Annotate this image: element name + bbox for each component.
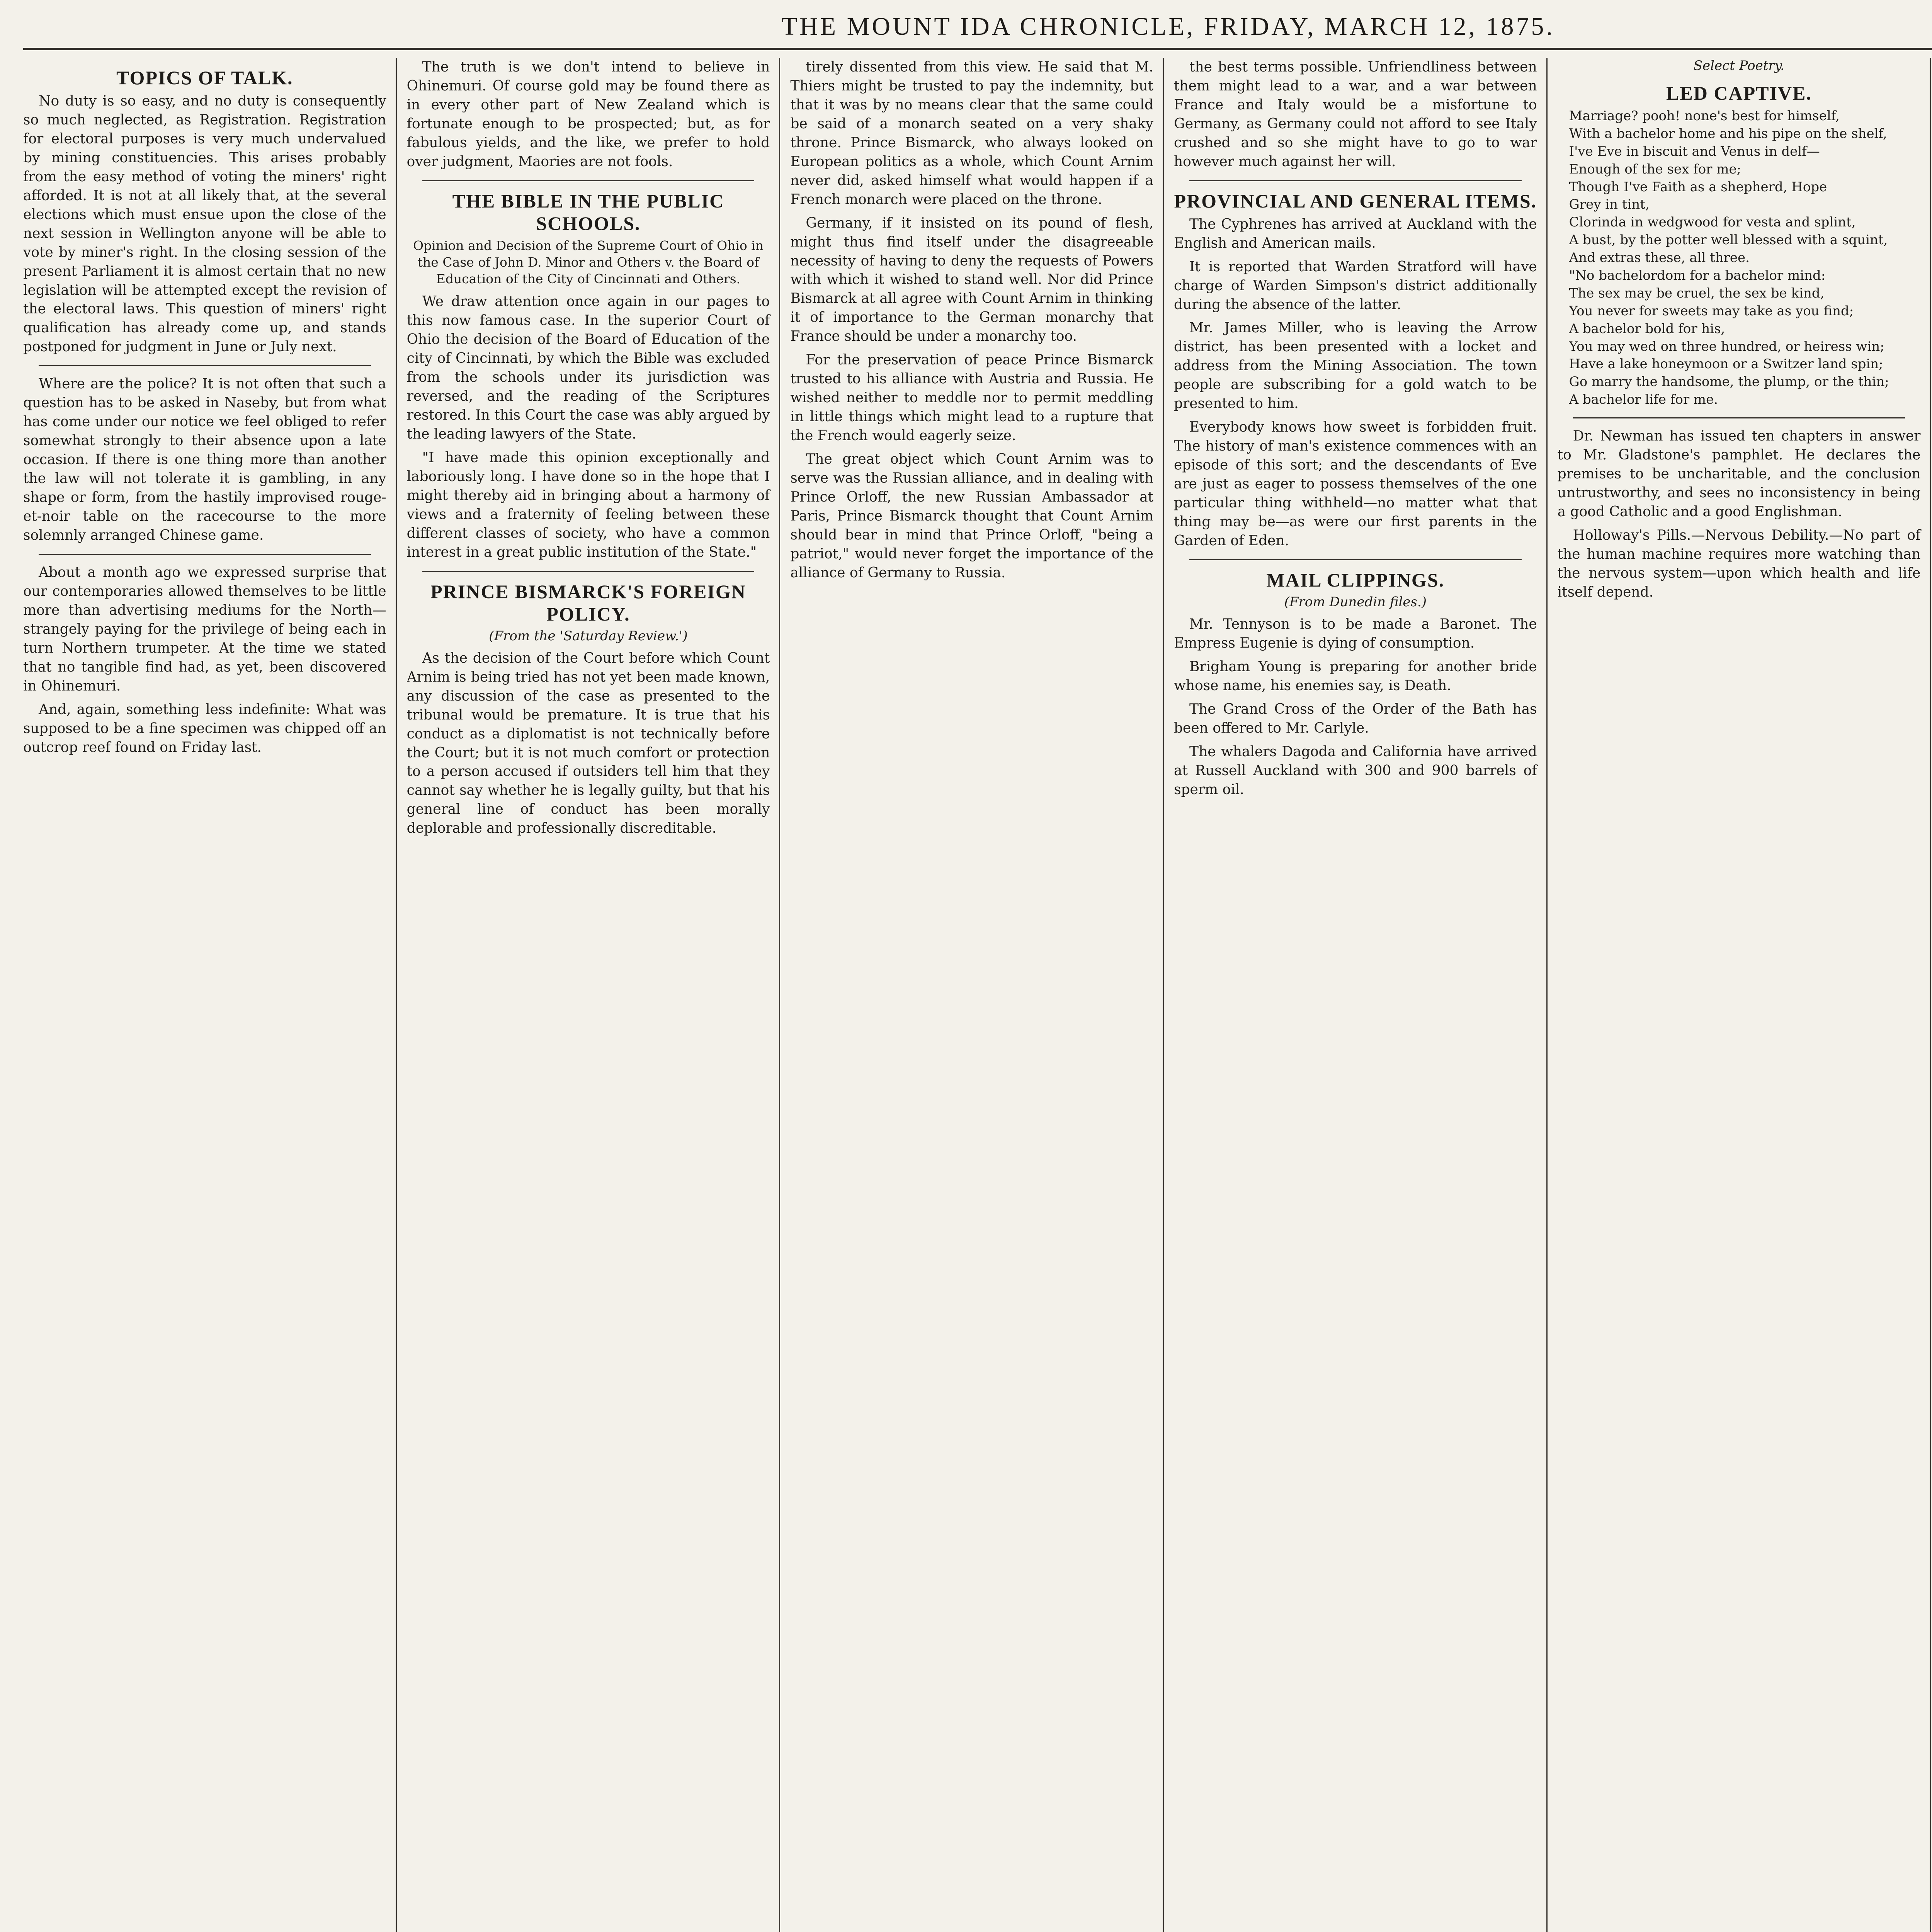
poem-line: I've Eve in biscuit and Venus in delf— — [1569, 143, 1820, 159]
poem-line: Marriage? pooh! none's best for himself, — [1569, 108, 1840, 124]
article-paragraph: tirely dissented from this view. He said that M. Thiers might be trusted to pay the indemnity, but that it was by no means clear that the same could be said of a monarch seated on a very shaky throne. Prince Bismarck, who always looked on European politics as a whole, which Count Arnim never did, asked himself what would happen if a French monarch were placed on the throne. — [790, 59, 1153, 207]
article-paragraph: About a month ago we expressed surprise that our contemporaries allowed themselves to be little more than advertising mediums for the North—strangely paying for the privilege of being each in turn Northern trumpeter. At the time we stated that no tangible find had, as yet, been discovered in Ohinemuri. — [23, 564, 386, 694]
poem-line: The sex may be cruel, the sex be kind, — [1569, 285, 1825, 301]
poem-line: You never for sweets may take as you find; — [1569, 303, 1854, 319]
poem-line: Though I've Faith as a shepherd, Hope — [1569, 179, 1827, 195]
divider — [1189, 559, 1522, 560]
article-paragraph: We draw attention once again in our pages to this now famous case. In the superior Court of Ohio the decision of the Board of Education of the city of Cincinnati, by which the Bible was excluded from the schools under its jurisdiction was reversed, and the reading of the Scriptures restored. In this Court the case was ably argued by the leading lawyers of the State. — [406, 294, 770, 442]
bismarck-source: (From the 'Saturday Review.') — [489, 628, 688, 644]
article-paragraph: And, again, something less indefinite: What was supposed to be a fine specimen was chipped off an outcrop reef found on Friday last. — [23, 701, 386, 755]
article-paragraph: Everybody knows how sweet is forbidden fruit. The history of man's existence commences with an episode of this sort; and the descendants of Eve are just as eager to possess themselves of the one particular thing withheld—no matter what that thing may be—as were our first parents in the Garden of Eden. — [1174, 419, 1537, 549]
poem-line: A bachelor bold for his, — [1569, 321, 1725, 337]
topics-heading: TOPICS OF TALK. — [116, 67, 293, 88]
poetry-heading: Select Poetry. — [1693, 58, 1785, 73]
mail-heading: MAIL CLIPPINGS. — [1266, 569, 1445, 591]
article-paragraph: Dr. Newman has issued ten chapters in answer to Mr. Gladstone's pamphlet. He declares the premises to be uncharitable, and the conclusion untrustworthy, and sees no inconsistency in being a good Catholic and a good Englishman. — [1557, 428, 1921, 520]
divider — [1573, 417, 1905, 418]
poem-line: You may wed on three hundred, or heiress win; — [1569, 338, 1884, 354]
poem-line: A bachelor life for me. — [1569, 392, 1718, 408]
poem-line: A bust, by the potter well blessed with a squint, — [1569, 232, 1888, 248]
poem-title: LED CAPTIVE. — [1666, 82, 1812, 104]
bismarck-heading: PRINCE BISMARCK'S FOREIGN POLICY. — [430, 580, 746, 625]
article-paragraph: For the preservation of peace Prince Bismarck trusted to his alliance with Austria and Russia. He wished neither to meddle nor to permit meddling in little things which might lead to a rupture that the French would eagerly seize. — [790, 352, 1153, 444]
poem-line: Have a lake honeymoon or a Switzer land spin; — [1569, 356, 1883, 372]
poem-line: Go marry the handsome, the plump, or the thin; — [1569, 374, 1889, 390]
article-paragraph: Holloway's Pills.—Nervous Debility.—No part of the human machine requires more watching than the nervous system—upon which health and life itself depend. — [1557, 527, 1921, 600]
article-paragraph: Germany, if it insisted on its pound of flesh, might thus find itself under the disagreeable necessity of having to deny the requests of Powers with which it wished to stand well. Nor did Prince Bismarck at all agree with Count Arnim in thinking it of importance to the German monarchy that France should be under a monarchy too. — [790, 215, 1153, 345]
divider — [422, 180, 755, 181]
poem-line: And extras these, all three. — [1569, 250, 1750, 266]
poem-line: Grey in tint, — [1569, 197, 1650, 213]
article-paragraph: The Cyphrenes has arrived at Auckland with the English and American mails. — [1174, 216, 1537, 251]
article-paragraph: The truth is we don't intend to believe in Ohinemuri. Of course gold may be found there as in every other part of New Zealand which is fortunate enough to be prospected; but, as for fabulous yields, and the like, we prefer to hold over judgment, Maories are not fools. — [406, 59, 770, 170]
article-paragraph: "I have made this opinion exceptionally and laboriously long. I have done so in the hope that I might thereby aid in bringing about a harmony of views and a fraternity of feeling between these different classes of society, who have a common interest in a great public institution of the State." — [406, 450, 770, 560]
mail-source: (From Dunedin files.) — [1284, 594, 1427, 610]
column-1 — [23, 58, 397, 1932]
divider — [39, 554, 371, 555]
article-paragraph: the best terms possible. Unfriendliness between them might lead to a war, and a war between France and Italy would be a misfortune to Germany, as Germany could not afford to see Italy crushed and so she might have to go to war however much against her will. — [1174, 59, 1537, 170]
divider — [39, 365, 371, 366]
article-paragraph: The whalers Dagoda and California have arrived at Russell Auckland with 300 and 900 barrels of sperm oil. — [1174, 743, 1537, 798]
poem-line: With a bachelor home and his pipe on the shelf, — [1569, 126, 1887, 141]
article-paragraph: Mr. James Miller, who is leaving the Arrow district, has been presented with a locket and address from the Mining Association. The town people are subscribing for a gold watch to be presented to him. — [1174, 320, 1537, 412]
divider — [422, 571, 755, 572]
column-3 — [790, 58, 1164, 1932]
article-paragraph: As the decision of the Court before which Count Arnim is being tried has not yet been made known, any discussion of the case as presented to the tribunal would be premature. It is true that his conduct as a diplomatist is not technically before the Court; but it is not much comfort or protection to a person accused if outsiders tell him that they cannot say whether he is legally guilty, but that his general line of conduct has been morally deplorable and professionally discreditable. — [406, 650, 770, 837]
masthead-title: THE MOUNT IDA CHRONICLE, FRIDAY, MARCH 12, 1875. — [781, 12, 1555, 41]
poem-line: "No bachelordom for a bachelor mind: — [1569, 268, 1826, 284]
article-paragraph: No duty is so easy, and no duty is consequently so much neglected, as Registration. Registration for electoral purposes is very much undervalued by mining constituencies. This arises probably from the easy method of voting the miners' right afforded. It is not at all likely that, at the several elections which must ensue upon the close of the next session in Wellington anyone will be able to vote by miner's right. In the closing session of the present Parliament it is almost certain that no new legislation will be attempted except the revision of the electoral laws. This question of miners' right qualification has already come up, and stands postponed for judgment in June or July next. — [23, 93, 386, 355]
column-2 — [407, 58, 781, 1932]
bible-dek: Opinion and Decision of the Supreme Court of Ohio in the Case of John D. Minor and Others v. the Board of Education of the City of Cincinnati and Others. — [413, 238, 764, 286]
poem — [1558, 107, 1921, 409]
poem-line: Clorinda in wedgwood for vesta and splint, — [1569, 214, 1856, 230]
provincial-heading: PROVINCIAL AND GENERAL ITEMS. — [1174, 190, 1537, 212]
article-paragraph: Brigham Young is preparing for another bride whose name, his enemies say, is Death. — [1174, 658, 1537, 694]
article-paragraph: Where are the police? It is not often that such a question has to be asked in Naseby, but from what has come under our notice we feel obliged to refer somewhat strongly to their absence upon a late occasion. If there is one thing more than another the law will not tolerate it is gambling, in any shape or form, from the hastily improvised rouge-et-noir table on the racecourse to the more solemnly arranged Chinese game. — [23, 376, 386, 543]
article-paragraph: The great object which Count Arnim was to serve was the Russian alliance, and in dealing with Prince Orloff, the new Russian Ambassador at Paris, Prince Bismarck thought that Count Arnim should bear in mind that Prince Orloff, "being a patriot," would never forget the importance of the alliance of Germany to Russia. — [790, 451, 1153, 581]
column-4 — [1174, 58, 1548, 1932]
divider — [1189, 180, 1522, 181]
bible-heading: THE BIBLE IN THE PUBLIC SCHOOLS. — [452, 190, 724, 234]
article-paragraph: Mr. Tennyson is to be made a Baronet. The Empress Eugenie is dying of consumption. — [1174, 616, 1537, 651]
masthead — [23, 5, 1932, 50]
article-paragraph: The Grand Cross of the Order of the Bath has been offered to Mr. Carlyle. — [1174, 701, 1537, 736]
columns — [23, 58, 1932, 1932]
poem-line: Enough of the sex for me; — [1569, 161, 1742, 177]
column-5 — [1558, 58, 1931, 1932]
article-paragraph: It is reported that Warden Stratford will have charge of Warden Simpson's district additionally during the absence of the latter. — [1174, 259, 1537, 313]
